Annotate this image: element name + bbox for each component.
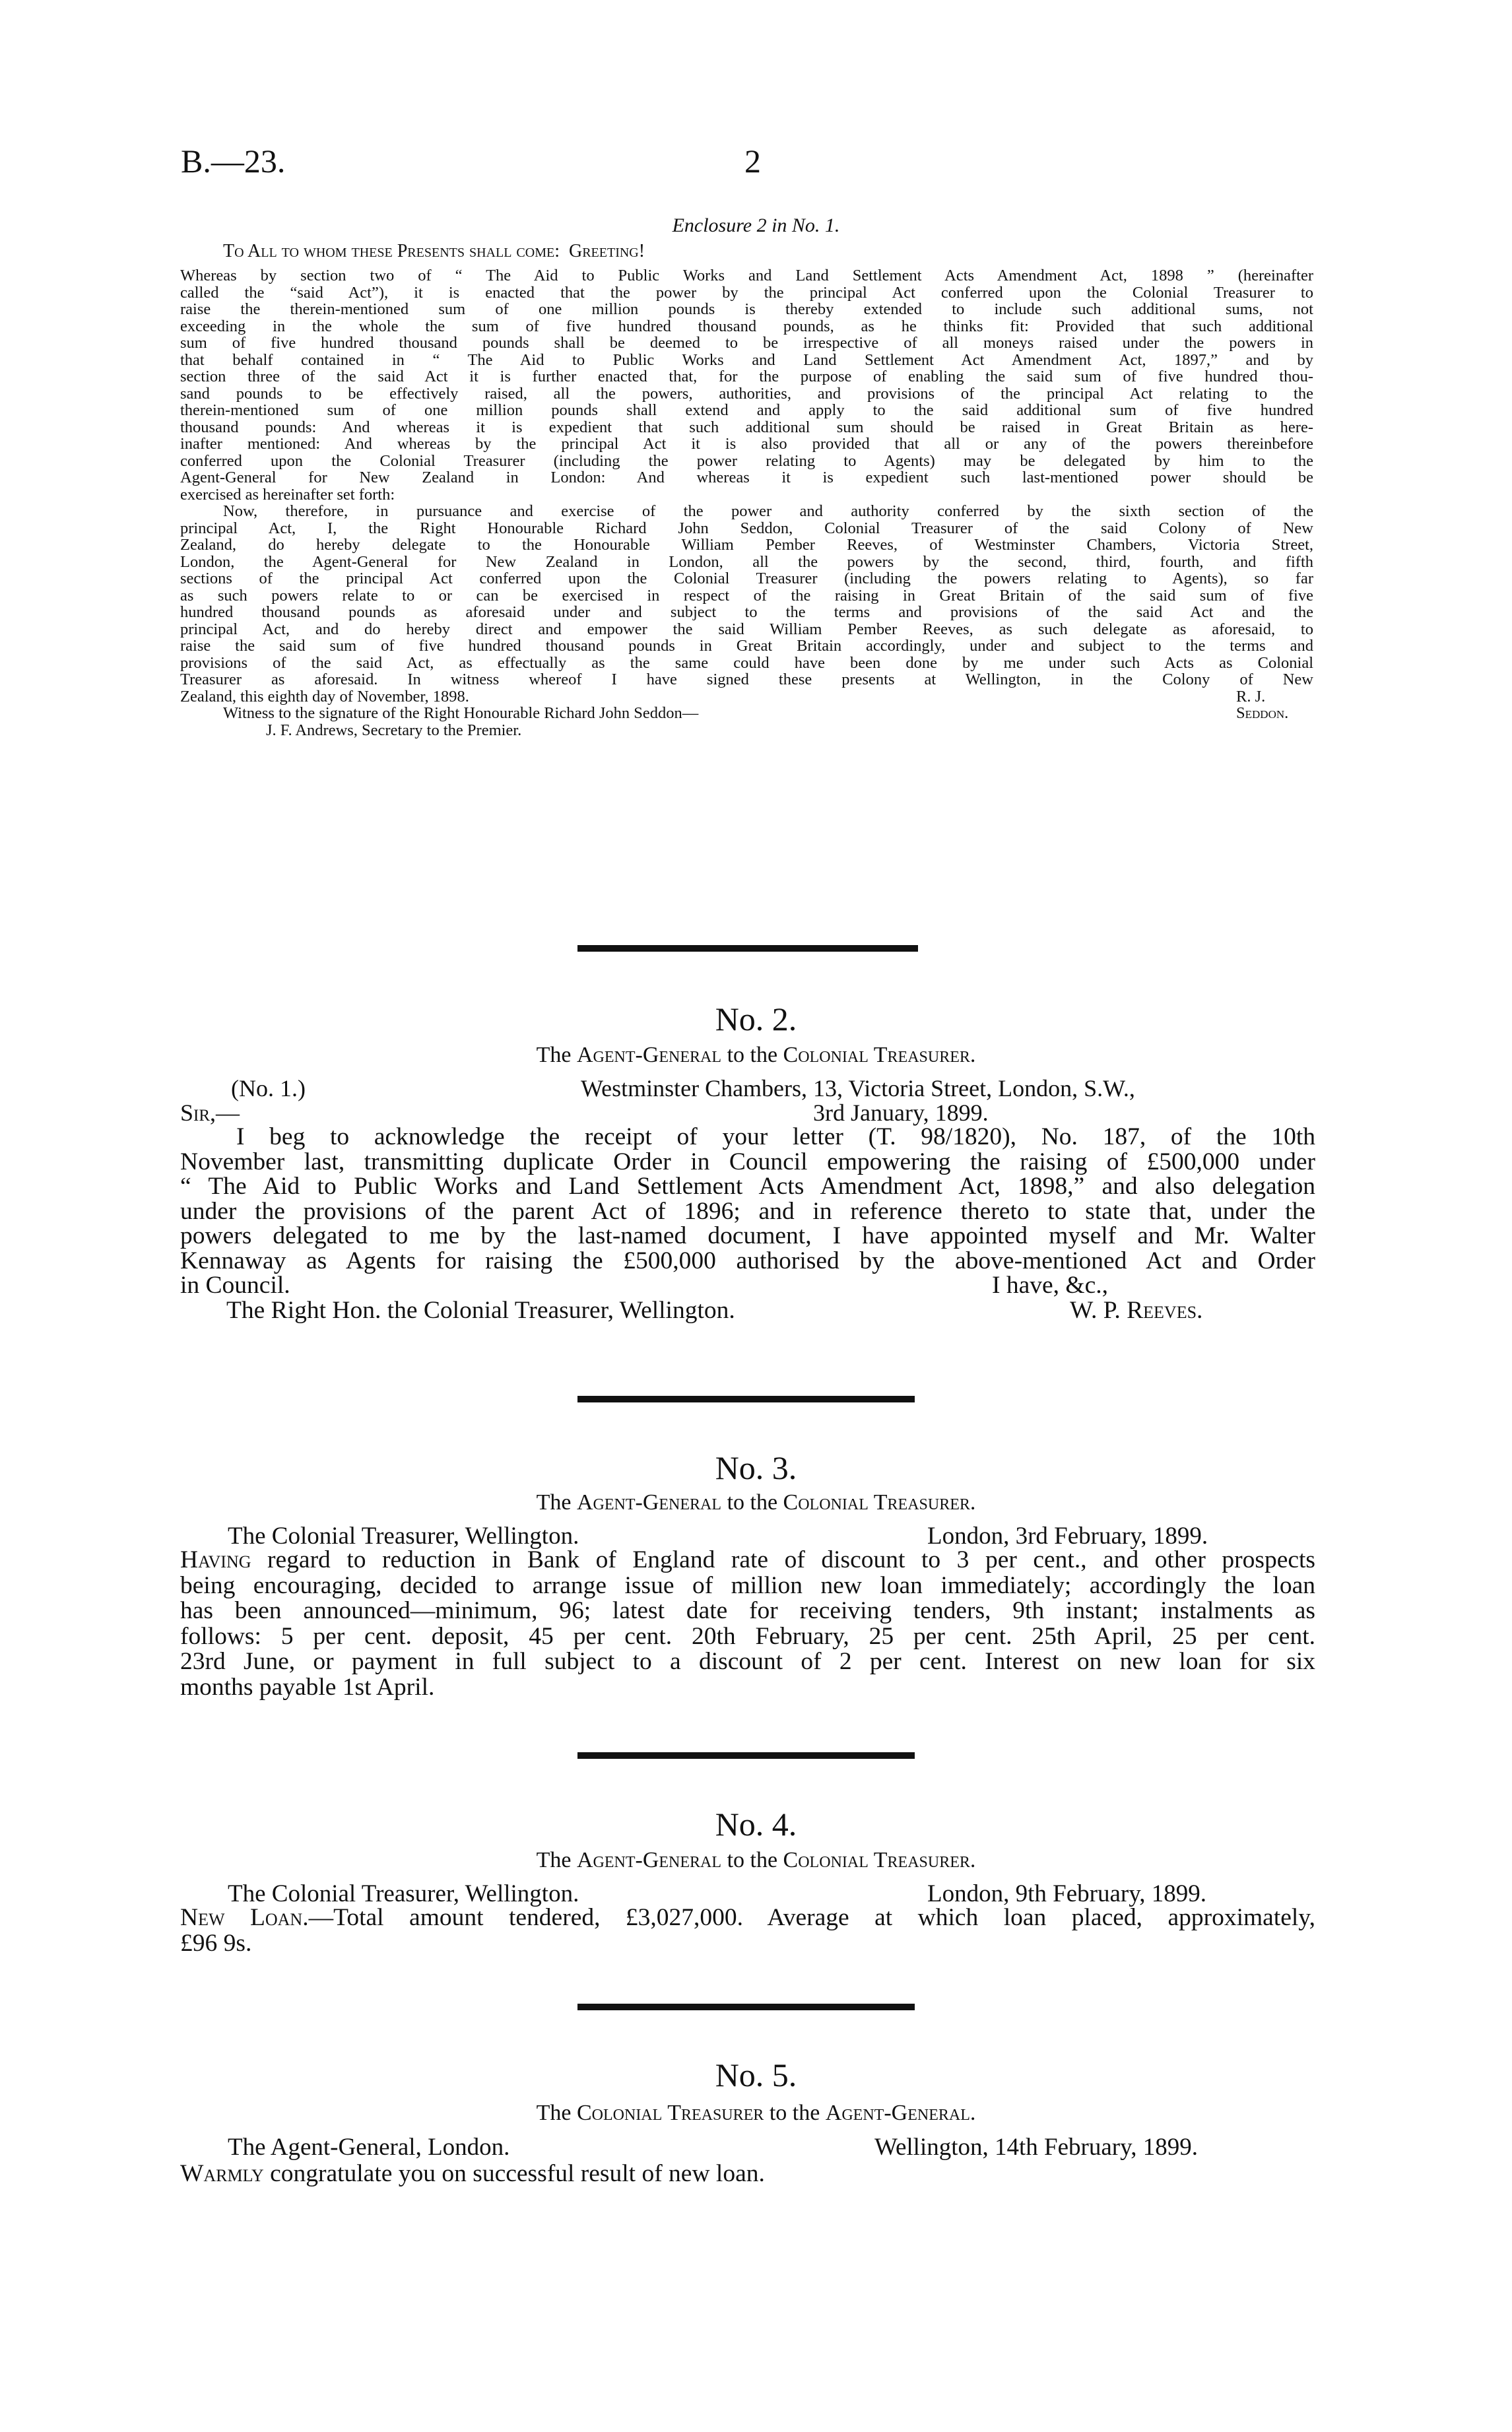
enc-line: sand pounds to be effectively raised, all the powers, authorities, and provisions of the principal Act relating to the xyxy=(180,384,1313,403)
enc-line: principal Act, I, the Right Honourable Richard John Seddon, Colonial Treasurer of the said Colony of New xyxy=(180,519,1313,537)
no3-addressee: The Colonial Treasurer, Wellington. xyxy=(228,1523,579,1550)
no2-line xyxy=(180,1273,1315,1298)
enc-line: hundred thousand pounds as aforesaid under and subject to the terms and provisions of the said Act and the xyxy=(180,603,1313,621)
enc-line: principal Act, and do hereby direct and empower the said William Pember Reeves, as such delegate as aforesaid, to xyxy=(180,620,1313,638)
section-divider xyxy=(577,2004,915,2010)
title-from: Agent-General xyxy=(576,1043,722,1067)
enc-line: exercised as hereinafter set forth: xyxy=(180,485,395,504)
enc-line: Agent-General for New Zealand in London: And whereas it is expedient such last-mentioned power should be xyxy=(180,469,1313,486)
reeves-signature: W. P. Reeves. xyxy=(1070,1296,1203,1324)
title-from: Agent-General xyxy=(576,1848,722,1872)
enc-last-line: Zealand, this eighth day of November, 1898. xyxy=(180,687,469,706)
no2-last-line: in Council. xyxy=(180,1272,290,1299)
enc-line: section three of the said Act it is further enacted that, for the purpose of enabling the said sum of five hundred thou- xyxy=(180,368,1313,385)
closing: I have, &c., xyxy=(992,1272,1108,1299)
enc-line: exceeding in the whole the sum of five hundred thousand pounds, as he thinks fit: Provided that such additional xyxy=(180,317,1313,335)
no4-line-text: —Total amount tendered, £3,027,000. Average at which loan placed, approximately, xyxy=(308,1904,1315,1931)
no3-body xyxy=(180,1548,1315,1700)
enc-line: sections of the principal Act conferred upon the Colonial Treasurer (including the powers relating to Agents), so far xyxy=(180,570,1313,587)
title-word: The xyxy=(536,1490,572,1515)
witness-name: J. F. Andrews, Secretary to the Premier. xyxy=(266,721,522,739)
no2-line: under the provisions of the parent Act of 1896; and in reference thereto to state that, under the xyxy=(180,1197,1315,1225)
enc-line: thousand pounds: And whereas it is expedient that such additional sum should be raised in Great Britain as here- xyxy=(180,418,1313,436)
title-word: The xyxy=(536,1043,572,1067)
no2-line: Kennaway as Agents for raising the £500,000 authorised by the above-mentioned Act and Order xyxy=(180,1247,1315,1274)
no5-lead: Warmly xyxy=(180,2160,264,2187)
no5-addressee: The Agent-General, London. xyxy=(228,2134,510,2161)
enc-line: Now, therefore, in pursuance and exercise of the power and authority conferred by the sixth section of the xyxy=(223,502,1313,520)
no4-line: £96 9s. xyxy=(180,1929,252,1957)
title-to: Colonial Treasurer. xyxy=(783,1848,976,1872)
no4-body xyxy=(180,1905,1315,1956)
no4-title xyxy=(0,1848,1512,1873)
enc-line: Treasurer as aforesaid. In witness whereof I have signed these presents at Wellington, in the Colony of New xyxy=(180,671,1313,688)
no3-line: follows: 5 per cent. deposit, 45 per cent. 20th February, 25 per cent. 25th April, 25 per cent. xyxy=(180,1622,1315,1650)
no2-line: November last, transmitting duplicate Order in Council empowering the raising of £500,000 under xyxy=(180,1148,1315,1175)
enc-line: Whereas by section two of “ The Aid to Public Works and Land Settlement Acts Amendment Act, 1898 ” (hereinafter xyxy=(180,267,1313,284)
title-from: Colonial Treasurer xyxy=(576,2101,764,2125)
enc-line: as such powers relate to or can be exercised in respect of the raising in Great Britain of the said sum of five xyxy=(180,586,1313,605)
enclosure-body xyxy=(180,267,1313,739)
no3-line: 23rd June, or payment in full subject to a discount of 2 per cent. Interest on new loan for six xyxy=(180,1648,1315,1675)
no2-title xyxy=(0,1043,1512,1068)
document-reference: B.—23. xyxy=(181,143,286,180)
title-word: The xyxy=(536,2101,572,2125)
no4-addressee: The Colonial Treasurer, Wellington. xyxy=(228,1880,579,1907)
greeting-exclamation: Greeting! xyxy=(568,241,645,261)
addressee: The Right Hon. the Colonial Treasurer, Wellington. xyxy=(226,1296,735,1324)
enc-line: raise the therein-mentioned sum of one million pounds is thereby extended to include such additional sums, not xyxy=(180,300,1313,318)
no4-line xyxy=(180,1905,1315,1931)
enc-line: called the “said Act”), it is enacted that the power by the principal Act conferred upon the Colonial Treasurer to xyxy=(180,283,1313,302)
witness-line: Witness to the signature of the Right Honourable Richard John Seddon— xyxy=(223,704,699,722)
no5-body xyxy=(180,2159,765,2188)
no3-line: months payable 1st April. xyxy=(180,1673,435,1701)
enc-line: therein-mentioned sum of one million pounds shall extend and apply to the said additional sum of five hundred xyxy=(180,401,1313,419)
enc-line: inafter mentioned: And whereas by the principal Act it is also provided that all or any of the powers thereinbefore xyxy=(180,435,1313,453)
salutation: Sir,— xyxy=(180,1100,240,1126)
no3-line: has been announced—minimum, 96; latest date for receiving tenders, 9th instant; instalments as xyxy=(180,1597,1315,1624)
enc-line: conferred upon the Colonial Treasurer (including the power relating to Agents) may be delegated by him to the xyxy=(180,451,1313,470)
no2-line: powers delegated to me by the last-named document, I have appointed myself and Mr. Walter xyxy=(180,1222,1315,1249)
no3-line xyxy=(180,1548,1315,1573)
title-word: to the xyxy=(727,1043,778,1067)
no2-line: “ The Aid to Public Works and Land Settlement Acts Amendment Act, 1898,” and also delegation xyxy=(180,1173,1315,1200)
section-divider xyxy=(577,1752,915,1759)
no3-lead: Having xyxy=(180,1546,251,1573)
no2-line: I beg to acknowledge the receipt of your letter (T. 98/1820), No. 187, of the 10th xyxy=(236,1123,1315,1150)
no3-heading: No. 3. xyxy=(715,1449,797,1486)
no5-date: Wellington, 14th February, 1899. xyxy=(874,2134,1198,2161)
title-word: The xyxy=(536,1848,572,1872)
title-to: Colonial Treasurer. xyxy=(783,1490,976,1515)
enclosure-heading: Enclosure 2 in No. 1. xyxy=(672,214,840,236)
enclosure-greeting xyxy=(223,241,645,262)
no2-body xyxy=(180,1125,1315,1323)
no5-line: congratulate you on successful result of new loan. xyxy=(270,2160,765,2187)
enc-line: Zealand, do hereby delegate to the Honourable William Pember Reeves, of Westminster Chambers, Victoria Street, xyxy=(180,536,1313,554)
letter-reference: (No. 1.) xyxy=(231,1075,306,1101)
greeting-text: To All to whom these Presents shall come: xyxy=(223,241,560,261)
enc-line: that behalf contained in “ The Aid to Public Works and Land Settlement Act Amendment Act, 1897,” and by xyxy=(180,350,1313,369)
seddon-signature: R. J. Seddon. xyxy=(1236,687,1289,722)
letter-date: 3rd January, 1899. xyxy=(813,1100,989,1126)
no3-line-text: regard to reduction in Bank of England rate of discount to 3 per cent., and other prospects xyxy=(267,1546,1315,1573)
no5-heading: No. 5. xyxy=(715,2056,797,2093)
no3-date: London, 3rd February, 1899. xyxy=(927,1523,1208,1550)
no3-line: being encouraging, decided to arrange issue of million new loan immediately; accordingly the loan xyxy=(180,1571,1315,1599)
no3-title xyxy=(0,1490,1512,1515)
section-divider xyxy=(577,945,918,952)
no4-heading: No. 4. xyxy=(715,1806,797,1843)
no2-heading: No. 2. xyxy=(715,1001,797,1037)
no4-lead: New Loan. xyxy=(180,1904,309,1931)
title-word: to the xyxy=(769,2101,820,2125)
title-from: Agent-General xyxy=(576,1490,722,1515)
section-divider xyxy=(577,1396,915,1402)
no5-title xyxy=(0,2101,1512,2126)
no2-signoff xyxy=(180,1298,1315,1323)
title-word: to the xyxy=(727,1490,778,1515)
enc-line: raise the said sum of five hundred thousand pounds in Great Britain accordingly, under and subject to the terms and xyxy=(180,637,1313,655)
sender-address: Westminster Chambers, 13, Victoria Street, London, S.W., xyxy=(581,1075,1135,1101)
title-to: Colonial Treasurer. xyxy=(783,1043,976,1067)
enc-line: sum of five hundred thousand pounds shall be deemed to be irrespective of all moneys raised under the powers in xyxy=(180,334,1313,352)
title-word: to the xyxy=(727,1848,778,1872)
no4-date: London, 9th February, 1899. xyxy=(927,1880,1207,1907)
title-to: Agent-General. xyxy=(825,2101,976,2125)
page-number: 2 xyxy=(744,143,761,180)
enc-line: provisions of the said Act, as effectually as the same could have been done by me under such Acts as Colonial xyxy=(180,653,1313,672)
enc-line: London, the Agent-General for New Zealand in London, all the powers by the second, third, fourth, and fifth xyxy=(180,552,1313,571)
